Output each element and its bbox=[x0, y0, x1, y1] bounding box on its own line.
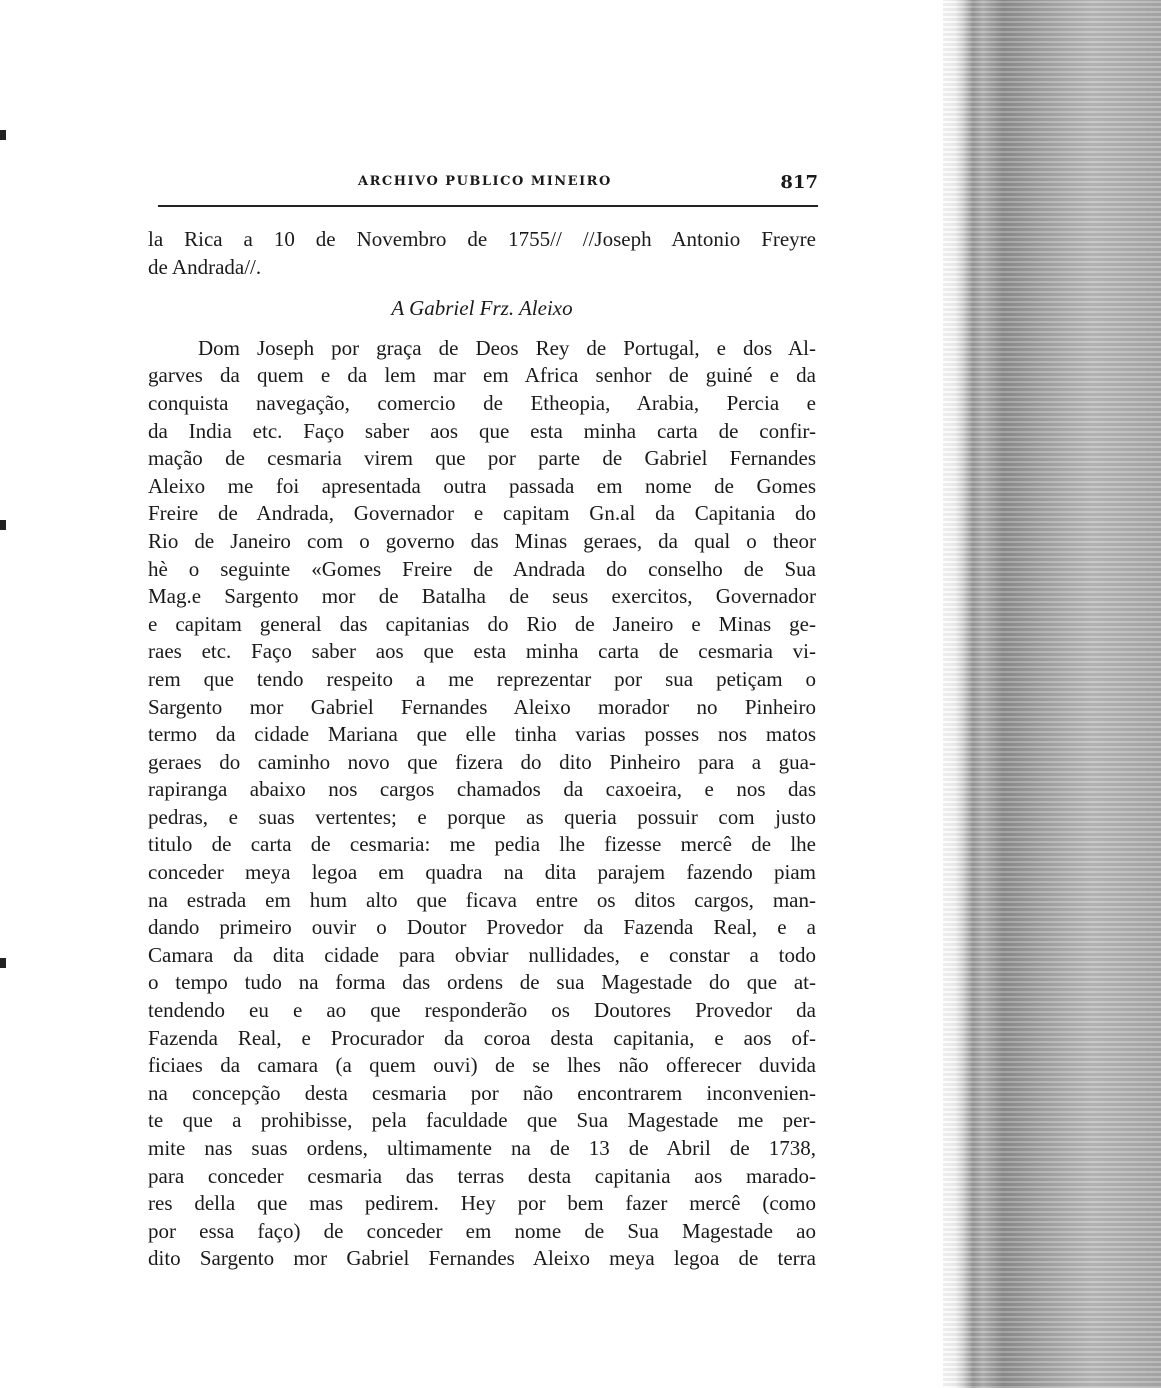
body-line: rapiranga abaixo nos cargos chamados da caxoeira, e nos das bbox=[148, 777, 816, 802]
book-page-edge bbox=[943, 0, 1161, 1388]
body-line: o tempo tudo na forma das ordens de sua Magestade do que at- bbox=[148, 970, 816, 995]
running-header bbox=[158, 172, 820, 198]
body-line: para conceder cesmaria das terras desta capitania aos marado- bbox=[148, 1163, 816, 1188]
body-line: dando primeiro ouvir o Doutor Provedor da Fazenda Real, e a bbox=[148, 915, 816, 940]
body-line: por essa faço) de conceder em nome de Sua Magestade ao bbox=[148, 1218, 816, 1243]
page-number: 817 bbox=[780, 172, 818, 193]
document-body bbox=[148, 226, 816, 1273]
body-line: raes etc. Faço saber aos que esta minha carta de cesmaria vi- bbox=[148, 639, 816, 664]
body-line: Aleixo me foi apresentada outra passada em nome de Gomes bbox=[148, 473, 816, 498]
body-line: te que a prohibisse, pela faculdade que Sua Magestade me per- bbox=[148, 1108, 816, 1133]
body-line: conceder meya legoa em quadra na dita parajem fazendo piam bbox=[148, 860, 816, 885]
body-line: na estrada em hum alto que ficava entre os ditos cargos, man- bbox=[148, 887, 816, 912]
body-line: garves da quem e da lem mar em Africa senhor de guiné e da bbox=[148, 363, 816, 388]
body-line: geraes do caminho novo que fizera do dito Pinheiro para a gua- bbox=[148, 749, 816, 774]
body-line: rem que tendo respeito a me reprezentar por sua petiçam o bbox=[148, 666, 816, 691]
body-line: mação de cesmaria virem que por parte de Gabriel Fernandes bbox=[148, 446, 816, 471]
scan-margin-mark bbox=[0, 958, 6, 968]
body-line: termo da cidade Mariana que elle tinha varias posses nos matos bbox=[148, 722, 816, 747]
body-line: Sargento mor Gabriel Fernandes Aleixo morador no Pinheiro bbox=[148, 694, 816, 719]
body-line: conquista navegação, comercio de Etheopia, Arabia, Percia e bbox=[148, 390, 816, 415]
body-line: ficiaes da camara (a quem ouvi) de se lhes não offerecer duvida bbox=[148, 1053, 816, 1078]
body-line: pedras, e suas vertentes; e porque as queria possuir com justo bbox=[148, 804, 816, 829]
body-line: e capitam general das capitanias do Rio de Janeiro e Minas ge- bbox=[148, 611, 816, 636]
header-rule bbox=[158, 205, 818, 207]
scan-margin-mark bbox=[0, 520, 6, 530]
paragraph bbox=[148, 335, 816, 1273]
body-line: res della que mas pedirem. Hey por bem fazer mercê (como bbox=[148, 1191, 816, 1216]
body-line: na concepção desta cesmaria por não encontrarem inconvenien- bbox=[148, 1080, 816, 1105]
header-title: ARCHIVO PUBLICO MINEIRO bbox=[358, 174, 612, 189]
body-line: da India etc. Faço saber aos que esta minha carta de confir- bbox=[148, 418, 816, 443]
body-line: mite nas suas ordens, ultimamente na de 13 de Abril de 1738, bbox=[148, 1136, 816, 1160]
section-heading: A Gabriel Frz. Aleixo bbox=[391, 296, 573, 321]
body-line: titulo de carta de cesmaria: me pedia lhe fizesse mercê de lhe bbox=[148, 832, 816, 857]
scan-margin-mark bbox=[0, 130, 6, 140]
body-line: tendendo eu e ao que responderão os Doutores Provedor da bbox=[148, 998, 816, 1023]
body-line: hè o seguinte «Gomes Freire de Andrada do conselho de Sua bbox=[148, 556, 816, 581]
body-line: Fazenda Real, e Procurador da coroa desta capitania, e aos of- bbox=[148, 1025, 816, 1050]
body-line: Freire de Andrada, Governador e capitam Gn.al da Capitania do bbox=[148, 501, 816, 526]
body-line: Camara da dita cidade para obviar nullidades, e constar a todo bbox=[148, 942, 816, 967]
body-line: Mag.e Sargento mor de Batalha de seus exercitos, Governador bbox=[148, 584, 816, 609]
intro-line: de Andrada//. bbox=[148, 254, 262, 279]
body-line: Rio de Janeiro com o governo das Minas geraes, da qual o theor bbox=[148, 528, 816, 553]
body-line: dito Sargento mor Gabriel Fernandes Aleixo meya legoa de terra bbox=[148, 1246, 816, 1271]
intro-line: la Rica a 10 de Novembro de 1755// //Joseph Antonio Freyre bbox=[148, 227, 816, 251]
body-line: Dom Joseph por graça de Deos Rey de Portugal, e dos Al- bbox=[198, 335, 816, 360]
